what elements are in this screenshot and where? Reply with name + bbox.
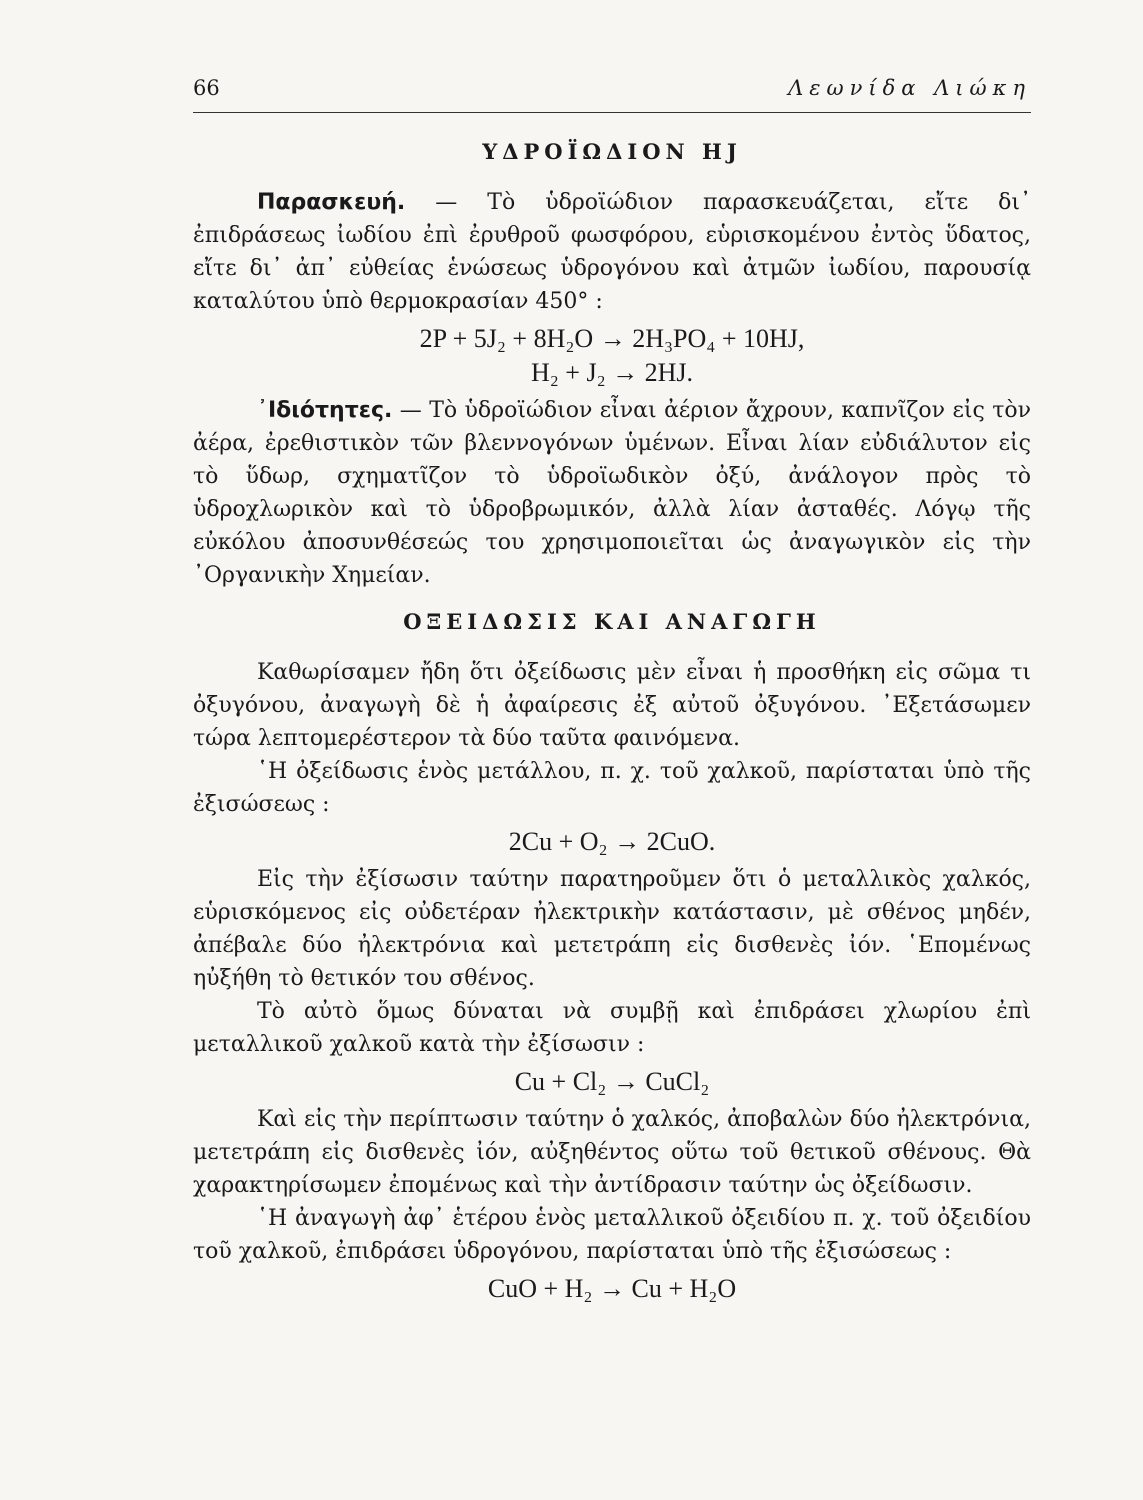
running-head: Λεωνίδα Λιώκη [788, 76, 1031, 100]
page-header [193, 72, 1031, 113]
equation-5: CuO + H₂ → Cu + H₂O [487, 1274, 737, 1303]
paragraph-5: Καὶ εἰς τὴν περίπτωσιν ταύτην ὁ χαλκός, ἀποβαλὼν δύο ἠλεκτρόνια, μετετράπη εἰς δισθενὲς ἰόν, αὐξηθέντος οὕτω τοῦ θετικοῦ σθένους. Θὰ χαρακτηρίσωμεν ἐπομένως καὶ τὴν ἀντίδρασιν ταύτην ὡς ὀξείδωσιν. [193, 1107, 1031, 1198]
preparation-label: Παρασκευή. [257, 190, 406, 215]
properties-text: — Τὸ ὑδροϊώδιον εἶναι ἀέριον ἄχρουν, καπνῖζον εἰς τὸν ἀέρα, ἐρεθιστικὸν τῶν βλεννογόνων ὑμένων. Εἶναι λίαν εὐδιάλυτον εἰς τὸ ὕδωρ, σχηματῖζον τὸ ὑδροϊωδικὸν ὀξύ, ἀνάλογον πρὸς τὸ ὑδροχλωρικὸν καὶ τὸ ὑδροβρωμικόν, ἀλλὰ λίαν ἀσταθές. Λόγῳ τῆς εὐκόλου ἀποσυνθέσεώς του χρησιμοποιεῖται ὡς ἀναγωγικὸν εἰς τὴν ᾽Οργανικὴν Χημείαν. [193, 398, 1031, 588]
equation-3: 2Cu + O₂ → 2CuO. [508, 827, 716, 856]
page-body [193, 132, 1031, 1310]
paragraph-preparation [193, 186, 1031, 318]
section-title-hydroiodic: ΥΔΡΟΪΩΔΙΟΝ HJ [482, 139, 742, 164]
section-title-oxidation: ΟΞΕΙΔΩΣΙΣ ΚΑΙ ΑΝΑΓΩΓΗ [403, 609, 821, 634]
preparation-text: — Τὸ ὑδροϊώδιον παρασκευάζεται, εἴτε δι᾽ ἐπιδράσεως ἰωδίου ἐπὶ ἐρυθροῦ φωσφόρου, εὑρισκομένου ἐντὸς ὕδατος, εἴτε δι᾽ ἀπ᾽ εὐθείας ἑνώσεως ὑδρογόνου καὶ ἀτμῶν ἰωδίου, παρουσίᾳ καταλύτου ὑπὸ θερμοκρασίαν 450° : [193, 190, 1031, 314]
paragraph-4: Τὸ αὐτὸ ὅμως δύναται νὰ συμβῇ καὶ ἐπιδράσει χλωρίου ἐπὶ μεταλλικοῦ χαλκοῦ κατὰ τὴν ἐξίσωσιν : [193, 999, 1031, 1057]
page-number: 66 [193, 76, 220, 100]
paragraph-properties [193, 394, 1031, 592]
paragraph-6: ῾Η ἀναγωγὴ ἀφ᾽ ἑτέρου ἑνὸς μεταλλικοῦ ὀξειδίου π. χ. τοῦ ὀξειδίου τοῦ χαλκοῦ, ἐπιδράσει ὑδρογόνου, παρίσταται ὑπὸ τῆς ἐξισώσεως : [193, 1206, 1031, 1264]
equation-1: 2P + 5J₂ + 8H₂O → 2H₃PO₄ + 10HJ, [419, 324, 805, 353]
equation-4: Cu + Cl₂ → CuCl₂ [514, 1067, 710, 1096]
equation-2: H₂ + J₂ → 2HJ. [530, 358, 694, 387]
paragraph-3: Εἰς τὴν ἐξίσωσιν ταύτην παρατηροῦμεν ὅτι ὁ μεταλλικὸς χαλκός, εὑρισκόμενος εἰς οὐδετέραν ἠλεκτρικὴν κατάστασιν, μὲ σθένος μηδέν, ἀπέβαλε δύο ἠλεκτρόνια καὶ μετετράπη εἰς δισθενὲς ἰόν. ῾Επομένως ηὐξήθη τὸ θετικόν του σθένος. [193, 867, 1031, 991]
paragraph-2: ῾Η ὀξείδωσις ἑνὸς μετάλλου, π. χ. τοῦ χαλκοῦ, παρίσταται ὑπὸ τῆς ἐξισώσεως : [193, 759, 1031, 817]
properties-label: ᾽Ιδιότητες. [257, 398, 393, 423]
paragraph-1: Καθωρίσαμεν ἤδη ὅτι ὀξείδωσις μὲν εἶναι ἡ προσθήκη εἰς σῶμα τι ὀξυγόνου, ἀναγωγὴ δὲ ἡ ἀφαίρεσις ἐξ αὐτοῦ ὀξυγόνου. ᾽Εξετάσωμεν τώρα λεπτομερέστερον τὰ δύο ταῦτα φαινόμενα. [193, 660, 1031, 751]
